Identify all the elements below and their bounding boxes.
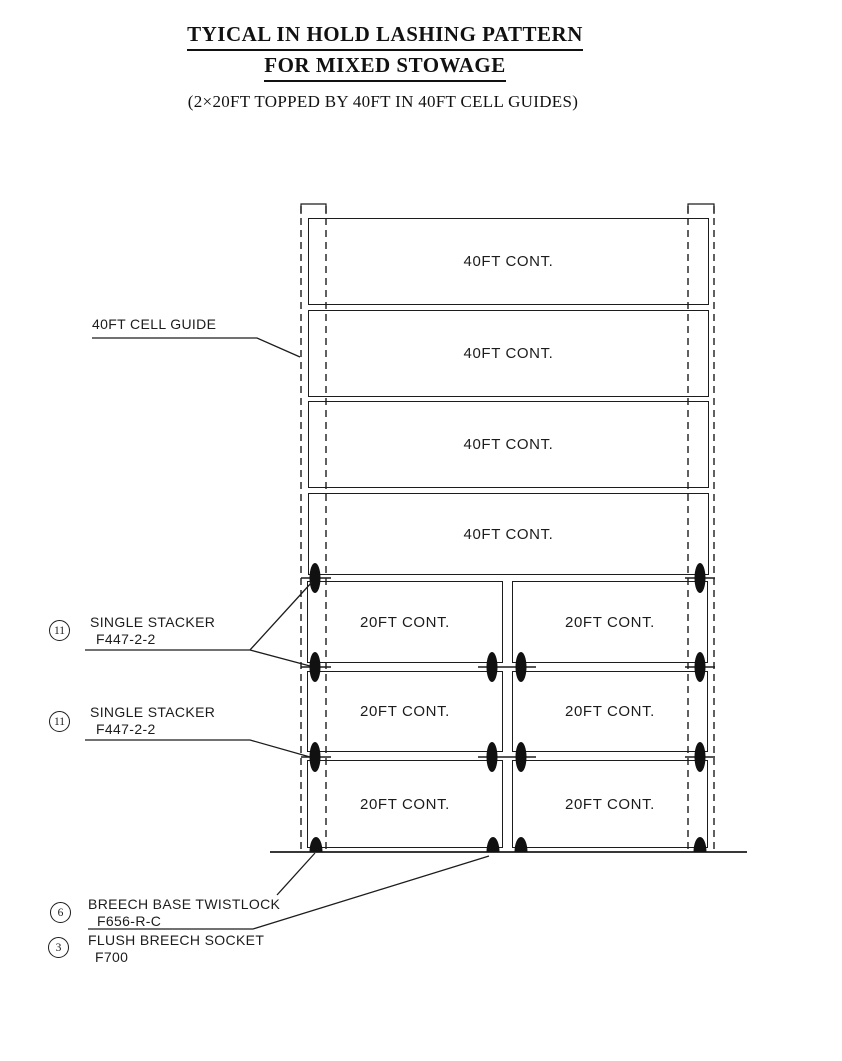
stacker-bottom-label-line2: F447-2-2 bbox=[96, 721, 156, 737]
item-badge-stacker-bottom: 11 bbox=[49, 711, 70, 732]
item-badge-socket: 3 bbox=[48, 937, 69, 958]
stacker-bottom-label-line1: SINGLE STACKER bbox=[90, 704, 216, 720]
cell-guide-top-caps bbox=[301, 204, 714, 214]
container-20ft-row1-left bbox=[307, 581, 503, 663]
container-20ft-row3-right bbox=[512, 760, 708, 848]
container-label: 40FT CONT. bbox=[463, 345, 554, 362]
cell-guide-leader bbox=[92, 338, 300, 357]
socket-label-line2: F700 bbox=[95, 949, 129, 965]
item-badge-twistlock: 6 bbox=[50, 902, 71, 923]
page-title-line2: FOR MIXED STOWAGE bbox=[264, 51, 505, 82]
container-label: 20FT CONT. bbox=[565, 613, 655, 631]
container-label: 20FT CONT. bbox=[360, 613, 450, 631]
container-label: 40FT CONT. bbox=[463, 436, 554, 453]
container-label: 20FT CONT. bbox=[565, 795, 655, 813]
container-label: 40FT CONT. bbox=[463, 525, 554, 543]
stacker-top-label-line1: SINGLE STACKER bbox=[90, 614, 216, 630]
container-20ft-row1-right bbox=[512, 581, 708, 663]
socket-label-line1: FLUSH BREECH SOCKET bbox=[88, 932, 265, 948]
container-label: 20FT CONT. bbox=[565, 703, 655, 720]
item-badge-stacker-top: 11 bbox=[49, 620, 70, 641]
stacker-bottom-leader bbox=[85, 740, 310, 757]
container-label: 20FT CONT. bbox=[360, 795, 450, 813]
container-20ft-row3-left bbox=[307, 760, 503, 848]
subtitle: (2×20FT TOPPED BY 40FT IN 40FT CELL GUIDES) bbox=[187, 92, 579, 111]
twistlock-label-line2: F656-R-C bbox=[97, 913, 162, 929]
twistlock-leader bbox=[277, 853, 315, 895]
stacker-top-label-line2: F447-2-2 bbox=[96, 631, 156, 647]
page-title-line1: TYICAL IN HOLD LASHING PATTERN bbox=[187, 20, 583, 51]
title-block bbox=[0, 20, 770, 82]
container-label: 20FT CONT. bbox=[360, 703, 450, 720]
container-40ft-tier1 bbox=[308, 493, 709, 575]
container-40ft-tier2 bbox=[308, 401, 709, 488]
twistlock-label-line1: BREECH BASE TWISTLOCK bbox=[88, 896, 281, 912]
cell-guide-label: 40FT CELL GUIDE bbox=[92, 316, 217, 332]
container-20ft-row2-right bbox=[512, 671, 708, 752]
container-40ft-tier4 bbox=[308, 218, 709, 305]
container-label: 40FT CONT. bbox=[463, 253, 554, 270]
container-20ft-row2-left bbox=[307, 671, 503, 752]
container-40ft-tier3 bbox=[308, 310, 709, 397]
